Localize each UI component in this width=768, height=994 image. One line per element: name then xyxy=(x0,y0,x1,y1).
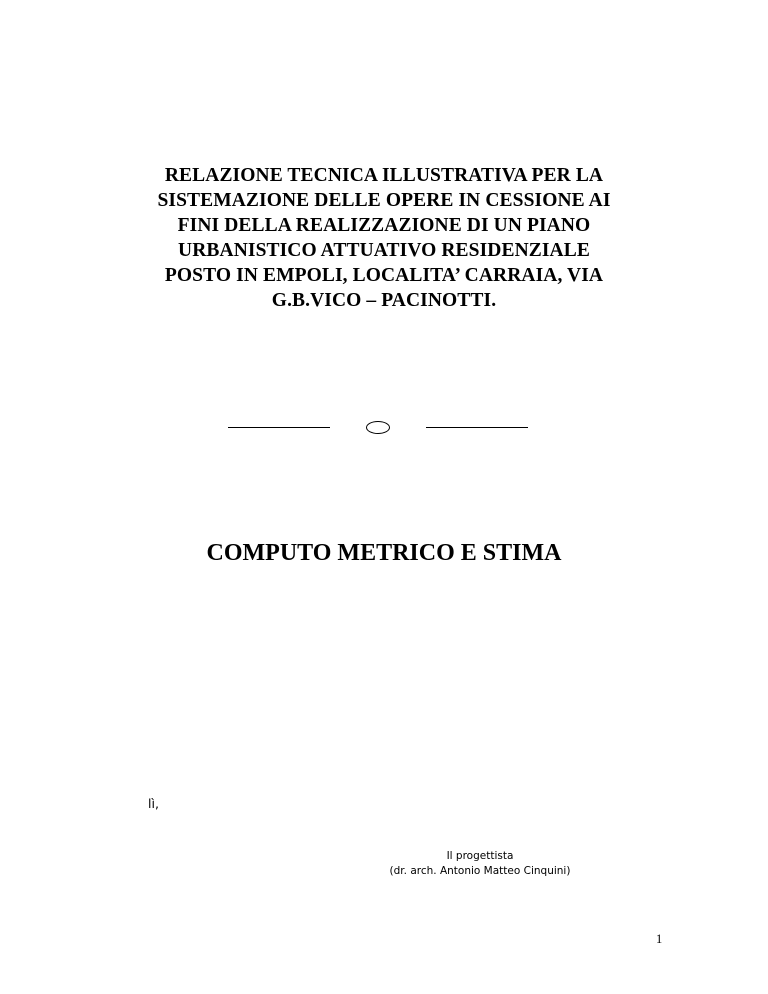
signature-block xyxy=(360,849,600,879)
document-title xyxy=(84,163,684,313)
place-date-line: lì, xyxy=(148,796,159,811)
separator-line-left xyxy=(228,427,330,428)
title-line: G.B.VICO – PACINOTTI. xyxy=(271,290,497,311)
title-line: URBANISTICO ATTUATIVO RESIDENZIALE xyxy=(178,240,590,261)
separator-line-right xyxy=(426,427,528,428)
section-title: COMPUTO METRICO E STIMA xyxy=(206,540,562,566)
signature-name: (dr. arch. Antonio Matteo Cinquini) xyxy=(389,865,571,877)
decorative-separator xyxy=(228,418,530,440)
title-line: SISTEMAZIONE DELLE OPERE IN CESSIONE AI xyxy=(157,190,611,211)
page-number: 1 xyxy=(656,932,663,946)
separator-oval-icon xyxy=(366,421,390,434)
title-line: POSTO IN EMPOLI, LOCALITA’ CARRAIA, VIA xyxy=(164,265,604,286)
signature-role: Il progettista xyxy=(446,850,514,862)
title-line: FINI DELLA REALIZZAZIONE DI UN PIANO xyxy=(177,215,591,236)
title-line: RELAZIONE TECNICA ILLUSTRATIVA PER LA xyxy=(164,165,604,186)
